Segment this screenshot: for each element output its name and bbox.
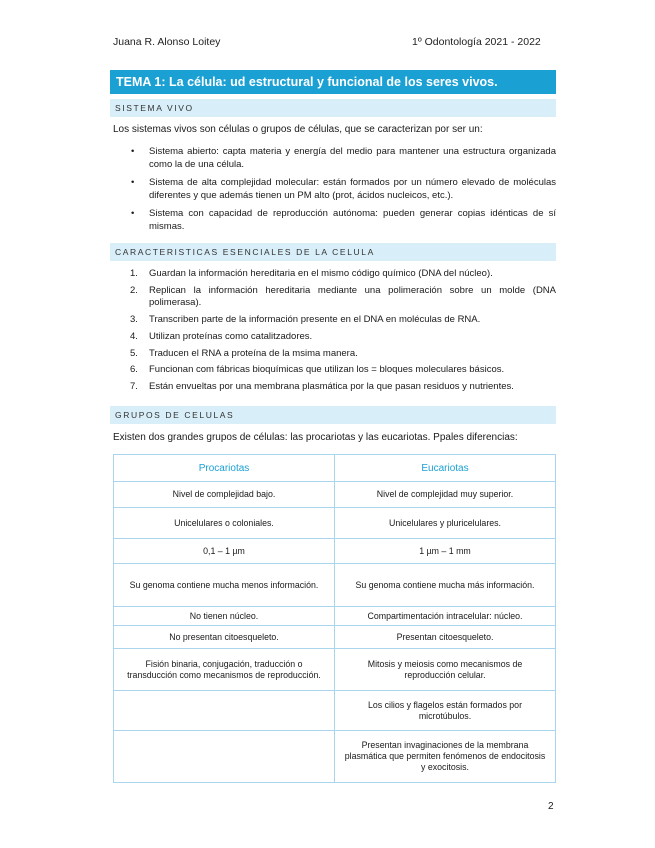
section-heading-grupos: GRUPOS DE CELULAS — [110, 406, 556, 424]
table-row — [114, 482, 556, 508]
table-cell: 0,1 – 1 µm — [114, 539, 335, 564]
table-row — [114, 539, 556, 564]
list-item: 1. Guardan la información hereditaria en el mismo código químico (DNA del núcleo). — [130, 268, 493, 279]
list-item: 2. Replican la información hereditaria mediante una polimeración sobre un molde (DNA polimerasa). — [130, 284, 556, 309]
table-cell: Presentan invaginaciones de la membrana plasmática que permiten fenómenos de endocitosis y exocitosis. — [335, 731, 556, 783]
table-cell: Presentan citoesqueleto. — [335, 626, 556, 649]
table-cell: Nivel de complejidad muy superior. — [335, 482, 556, 508]
table-row — [114, 626, 556, 649]
table-header-row — [114, 455, 556, 482]
table-cell: Los cilios y flagelos están formados por microtúbulos. — [335, 691, 556, 731]
bullet-icon: • — [131, 177, 135, 188]
table-cell: Fisión binaria, conjugación, traducción o transducción como mecanismos de reproducción. — [114, 649, 335, 691]
sistema-vivo-list — [113, 146, 556, 239]
table-cell: Su genoma contiene mucha menos información. — [114, 564, 335, 607]
table-cell: Compartimentación intracelular: núcleo. — [335, 607, 556, 626]
column-header-procariotas: Procariotas — [114, 455, 335, 482]
table-cell: Nivel de complejidad bajo. — [114, 482, 335, 508]
page-number: 2 — [548, 801, 554, 812]
list-item: 6. Funcionan com fábricas bioquímicas que utilizan los = bloques moleculares básicos. — [130, 364, 505, 376]
table-row — [114, 691, 556, 731]
bullet-icon: • — [131, 146, 135, 157]
list-item: 7. Están envueltas por una membrana plasmática por la que pasan residuos y nutrientes. — [130, 381, 514, 393]
table-row — [114, 731, 556, 783]
table-cell: Unicelulares y pluricelulares. — [335, 508, 556, 539]
table-row — [114, 607, 556, 626]
list-item: • Sistema con capacidad de reproducción autónoma: pueden generar copias idénticas de sí mismas. — [131, 208, 556, 232]
table-row — [114, 508, 556, 539]
caracteristicas-list — [113, 268, 556, 398]
list-item: 5. Traducen el RNA a proteína de la msima manera. — [130, 347, 358, 359]
section-heading-sistema-vivo: SISTEMA VIVO — [110, 99, 556, 117]
page-title: TEMA 1: La célula: ud estructural y funcional de los seres vivos. — [110, 70, 556, 94]
comparison-table — [113, 454, 556, 783]
sistema-vivo-intro: Los sistemas vivos son células o grupos de células, que se caracterizan por ser un: — [113, 124, 483, 135]
bullet-icon: • — [131, 208, 135, 219]
table-row — [114, 564, 556, 607]
list-item: • Sistema abierto: capta materia y energía del medio para mantener una estructura organizada como la de una célula. — [131, 146, 556, 170]
header-course: 1º Odontología 2021 - 2022 — [412, 36, 541, 48]
table-cell: Unicelulares o coloniales. — [114, 508, 335, 539]
section-heading-caracteristicas: CARACTERISTICAS ESENCIALES DE LA CELULA — [110, 243, 556, 261]
header-author: Juana R. Alonso Loitey — [113, 36, 221, 48]
table-cell: Mitosis y meiosis como mecanismos de reproducción celular. — [335, 649, 556, 691]
table-cell — [114, 691, 335, 731]
table-cell: No tienen núcleo. — [114, 607, 335, 626]
table-cell: No presentan citoesqueleto. — [114, 626, 335, 649]
column-header-eucariotas: Eucariotas — [335, 455, 556, 482]
list-item: 3. Transcriben parte de la información presente en el DNA en moléculas de RNA. — [130, 314, 481, 326]
grupos-intro: Existen dos grandes grupos de células: las procariotas y las eucariotas. Ppales diferencias: — [113, 432, 518, 443]
list-item: 4. Utilizan proteínas como catalitzadores. — [130, 330, 313, 342]
list-item: • Sistema de alta complejidad molecular: están formados por un número elevado de moléculas diferentes y que además tienen un PM alto (prot, ácidos nucleicos, etc.). — [131, 177, 556, 201]
table-row — [114, 649, 556, 691]
table-cell — [114, 731, 335, 783]
table-cell: 1 µm – 1 mm — [335, 539, 556, 564]
table-cell: Su genoma contiene mucha más información. — [335, 564, 556, 607]
